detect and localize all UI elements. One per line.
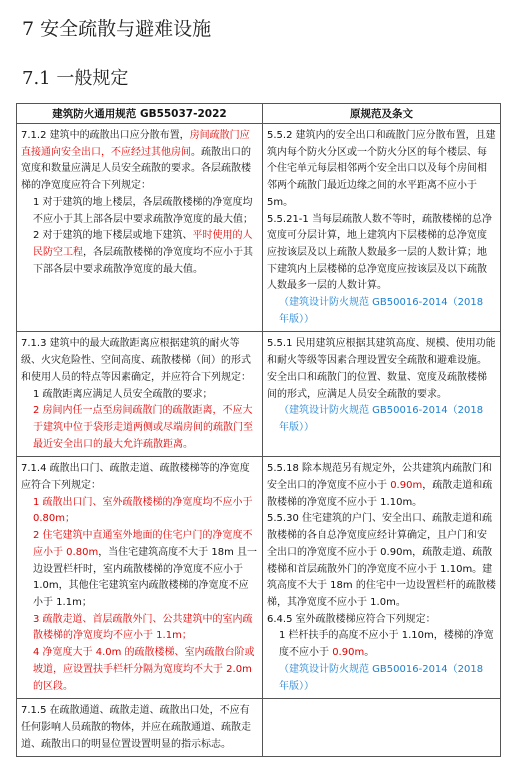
table-row — [17, 699, 501, 757]
clause-text: 5.5.30 住宅建筑的户门、安全出口、疏散走道和疏散楼梯的各自总净宽度应经计算确定，且户门和安全出口的净宽度不应小于 0.90m，疏散走道、疏散楼梯和首层疏散外门的净宽度不应小于 1.10m。建筑高度不大于 18m 的住宅中一边设置栏杆的疏散楼梯，其净宽度不应小于 1.0m。 — [267, 513, 496, 608]
clause-paragraph — [267, 662, 496, 695]
clause-text: 1 栏杆扶手的高度不应小于 1.10m，楼梯的净宽度不应小于 — [279, 630, 494, 659]
header-new-code: 建筑防火通用规范 GB55037-2022 — [17, 104, 263, 124]
clause-text: 7.1.4 疏散出口门、疏散走道、疏散楼梯等的净宽度应符合下列规定： — [21, 463, 250, 492]
section-heading: 7 安全疏散与避难设施 — [22, 18, 212, 40]
subsection-heading: 7.1 一般规定 — [22, 68, 129, 89]
new-code-cell — [17, 699, 263, 757]
clause-paragraph — [267, 128, 496, 212]
clause-text: 5.5.2 建筑内的安全出口和疏散门应分散布置，且建筑内每个防火分区或一个防火分区的每个楼层、每个住宅单元每层相邻两个安全出口以及每个房间相邻两个疏散门最近边缘之间的水平距离不应小于5m。 — [267, 130, 496, 208]
table-header-row — [17, 104, 501, 124]
clause-text: 。疏散出口的宽度和数量应满足人员安全疏散的要求。各层疏散楼梯的净宽度应符合下列规定： — [21, 146, 251, 192]
clause-paragraph — [21, 128, 258, 195]
clause-text: 5.5.1 民用建筑应根据其建筑高度、规模、使用功能和耐火等级等因素合理设置安全疏散和避难设施。安全出口和疏散门的位置、数量、宽度及疏散楼梯间的形式，应满足人员安全疏散的要求。 — [267, 338, 496, 400]
clause-text: 2 房间内任一点至房间疏散门的疏散距离，不应大于建筑中位于袋形走道两侧或尽端房间的疏散门至最近安全出口的最大允许疏散距离。 — [33, 405, 253, 450]
clause-paragraph — [21, 495, 258, 528]
table-row — [17, 457, 501, 699]
clause-text: 1 疏散出口门、室外疏散楼梯的净宽度均不应小于 0.80m； — [33, 496, 253, 525]
clause-text: ，疏散走道和疏散楼梯的净宽度不应小于 1.10m。 — [267, 480, 493, 508]
clause-text: 2 住宅建筑中直通室外地面的住宅户门的净宽度不应小于 0.80m — [33, 530, 253, 558]
clause-paragraph — [267, 511, 496, 611]
clause-text: 平时使用的人民防空工程 — [33, 230, 253, 258]
clause-text: 7.1.5 在疏散通道、疏散走道、疏散出口处，不应有任何影响人员疏散的物体，并应在疏散通道、疏散走道、疏散出口的明显位置设置明显的指示标志。 — [21, 705, 251, 750]
table-row — [17, 332, 501, 457]
clause-text: 5.5.21-1 当每层疏散人数不等时，疏散楼梯的总净宽度可分层计算，地上建筑内下层楼梯的总净宽度应按该层及以上疏散人数最多一层的人数计算；地下建筑内上层楼梯的总净宽度应按该层及以下疏散人数最多一层的人数计算。 — [267, 213, 492, 292]
new-code-cell — [17, 457, 263, 699]
clause-text: 5.5.18 除本规范另有规定外，公共建筑内疏散门和安全出口的净宽度不应小于 — [267, 463, 492, 492]
clause-text: 房间疏散门应直接通向安全出口，不应经过其他房间 — [21, 130, 250, 158]
clause-text: 4 净宽度大于 4.0m 的疏散楼梯、室内疏散台阶或坡道，应设置扶手栏杆分隔为宽度均不大于 2.0m 的区段。 — [33, 647, 255, 692]
clause-text: 3 疏散走道、首层疏散外门、公共建筑中的室内疏散楼梯的净宽度均不应小于 1.1m； — [33, 613, 253, 642]
clause-text: 7.1.3 建筑中的最大疏散距离应根据建筑的耐火等级、火灾危险性、空间高度、疏散楼梯（间）的形式和使用人员的特点等因素确定，并应符合下列规定： — [21, 338, 251, 383]
clause-text: 。 — [364, 647, 375, 659]
clause-paragraph — [21, 195, 258, 228]
clause-paragraph — [21, 703, 258, 753]
clause-paragraph — [21, 387, 258, 404]
clause-text: （建筑设计防火规范 GB50016-2014（2018 年版）） — [279, 297, 484, 325]
clause-text: ，当住宅建筑高度不大于 18m 且一边设置栏杆时，室内疏散楼梯的净宽度不应小于 1.0m，其他住宅建筑室内疏散楼梯的净宽度不应小于 1.1m； — [33, 546, 258, 608]
clause-text: 1 疏散距离应满足人员安全疏散的要求； — [33, 388, 213, 400]
clause-paragraph — [21, 645, 258, 695]
clause-paragraph — [21, 612, 258, 645]
original-code-cell — [263, 332, 501, 457]
clause-paragraph — [21, 528, 258, 612]
original-code-cell — [263, 124, 501, 332]
clause-text: ，各层疏散楼梯的净宽度均不应小于其下部各层中要求疏散净宽度的最大值。 — [33, 246, 253, 275]
clause-text: 2 对于建筑的地下楼层或地下建筑、 — [33, 230, 193, 242]
table-row — [17, 124, 501, 332]
clause-paragraph — [267, 336, 496, 403]
clause-text: 0.90m — [332, 647, 365, 659]
clause-paragraph — [267, 403, 496, 436]
clause-paragraph — [21, 336, 258, 386]
clause-text: 7.1.2 建筑中的疏散出口应分散布置， — [21, 130, 190, 141]
clause-text: 0.90m — [390, 480, 423, 492]
new-code-cell — [17, 124, 263, 332]
original-code-cell — [263, 457, 501, 699]
clause-text: （建筑设计防火规范 GB50016-2014（2018 年版）） — [279, 405, 484, 433]
clause-paragraph — [267, 612, 496, 629]
clause-paragraph — [267, 295, 496, 328]
clause-paragraph — [267, 461, 496, 511]
header-original-code: 原规范及条文 — [263, 104, 501, 124]
clause-text: （建筑设计防火规范 GB50016-2014（2018 年版）） — [279, 663, 484, 692]
clause-paragraph — [21, 461, 258, 494]
clause-paragraph — [267, 212, 496, 296]
clause-paragraph — [21, 403, 258, 453]
clause-paragraph — [267, 628, 496, 661]
clause-paragraph — [21, 228, 258, 278]
clause-text: 6.4.5 室外疏散楼梯应符合下列规定： — [267, 613, 436, 625]
clause-text: 1 对于建筑的地上楼层，各层疏散楼梯的净宽度均不应小于其上部各层中要求疏散净宽度的最大值； — [33, 196, 253, 225]
new-code-cell — [17, 332, 263, 457]
comparison-table — [16, 103, 501, 757]
original-code-cell — [263, 699, 501, 757]
